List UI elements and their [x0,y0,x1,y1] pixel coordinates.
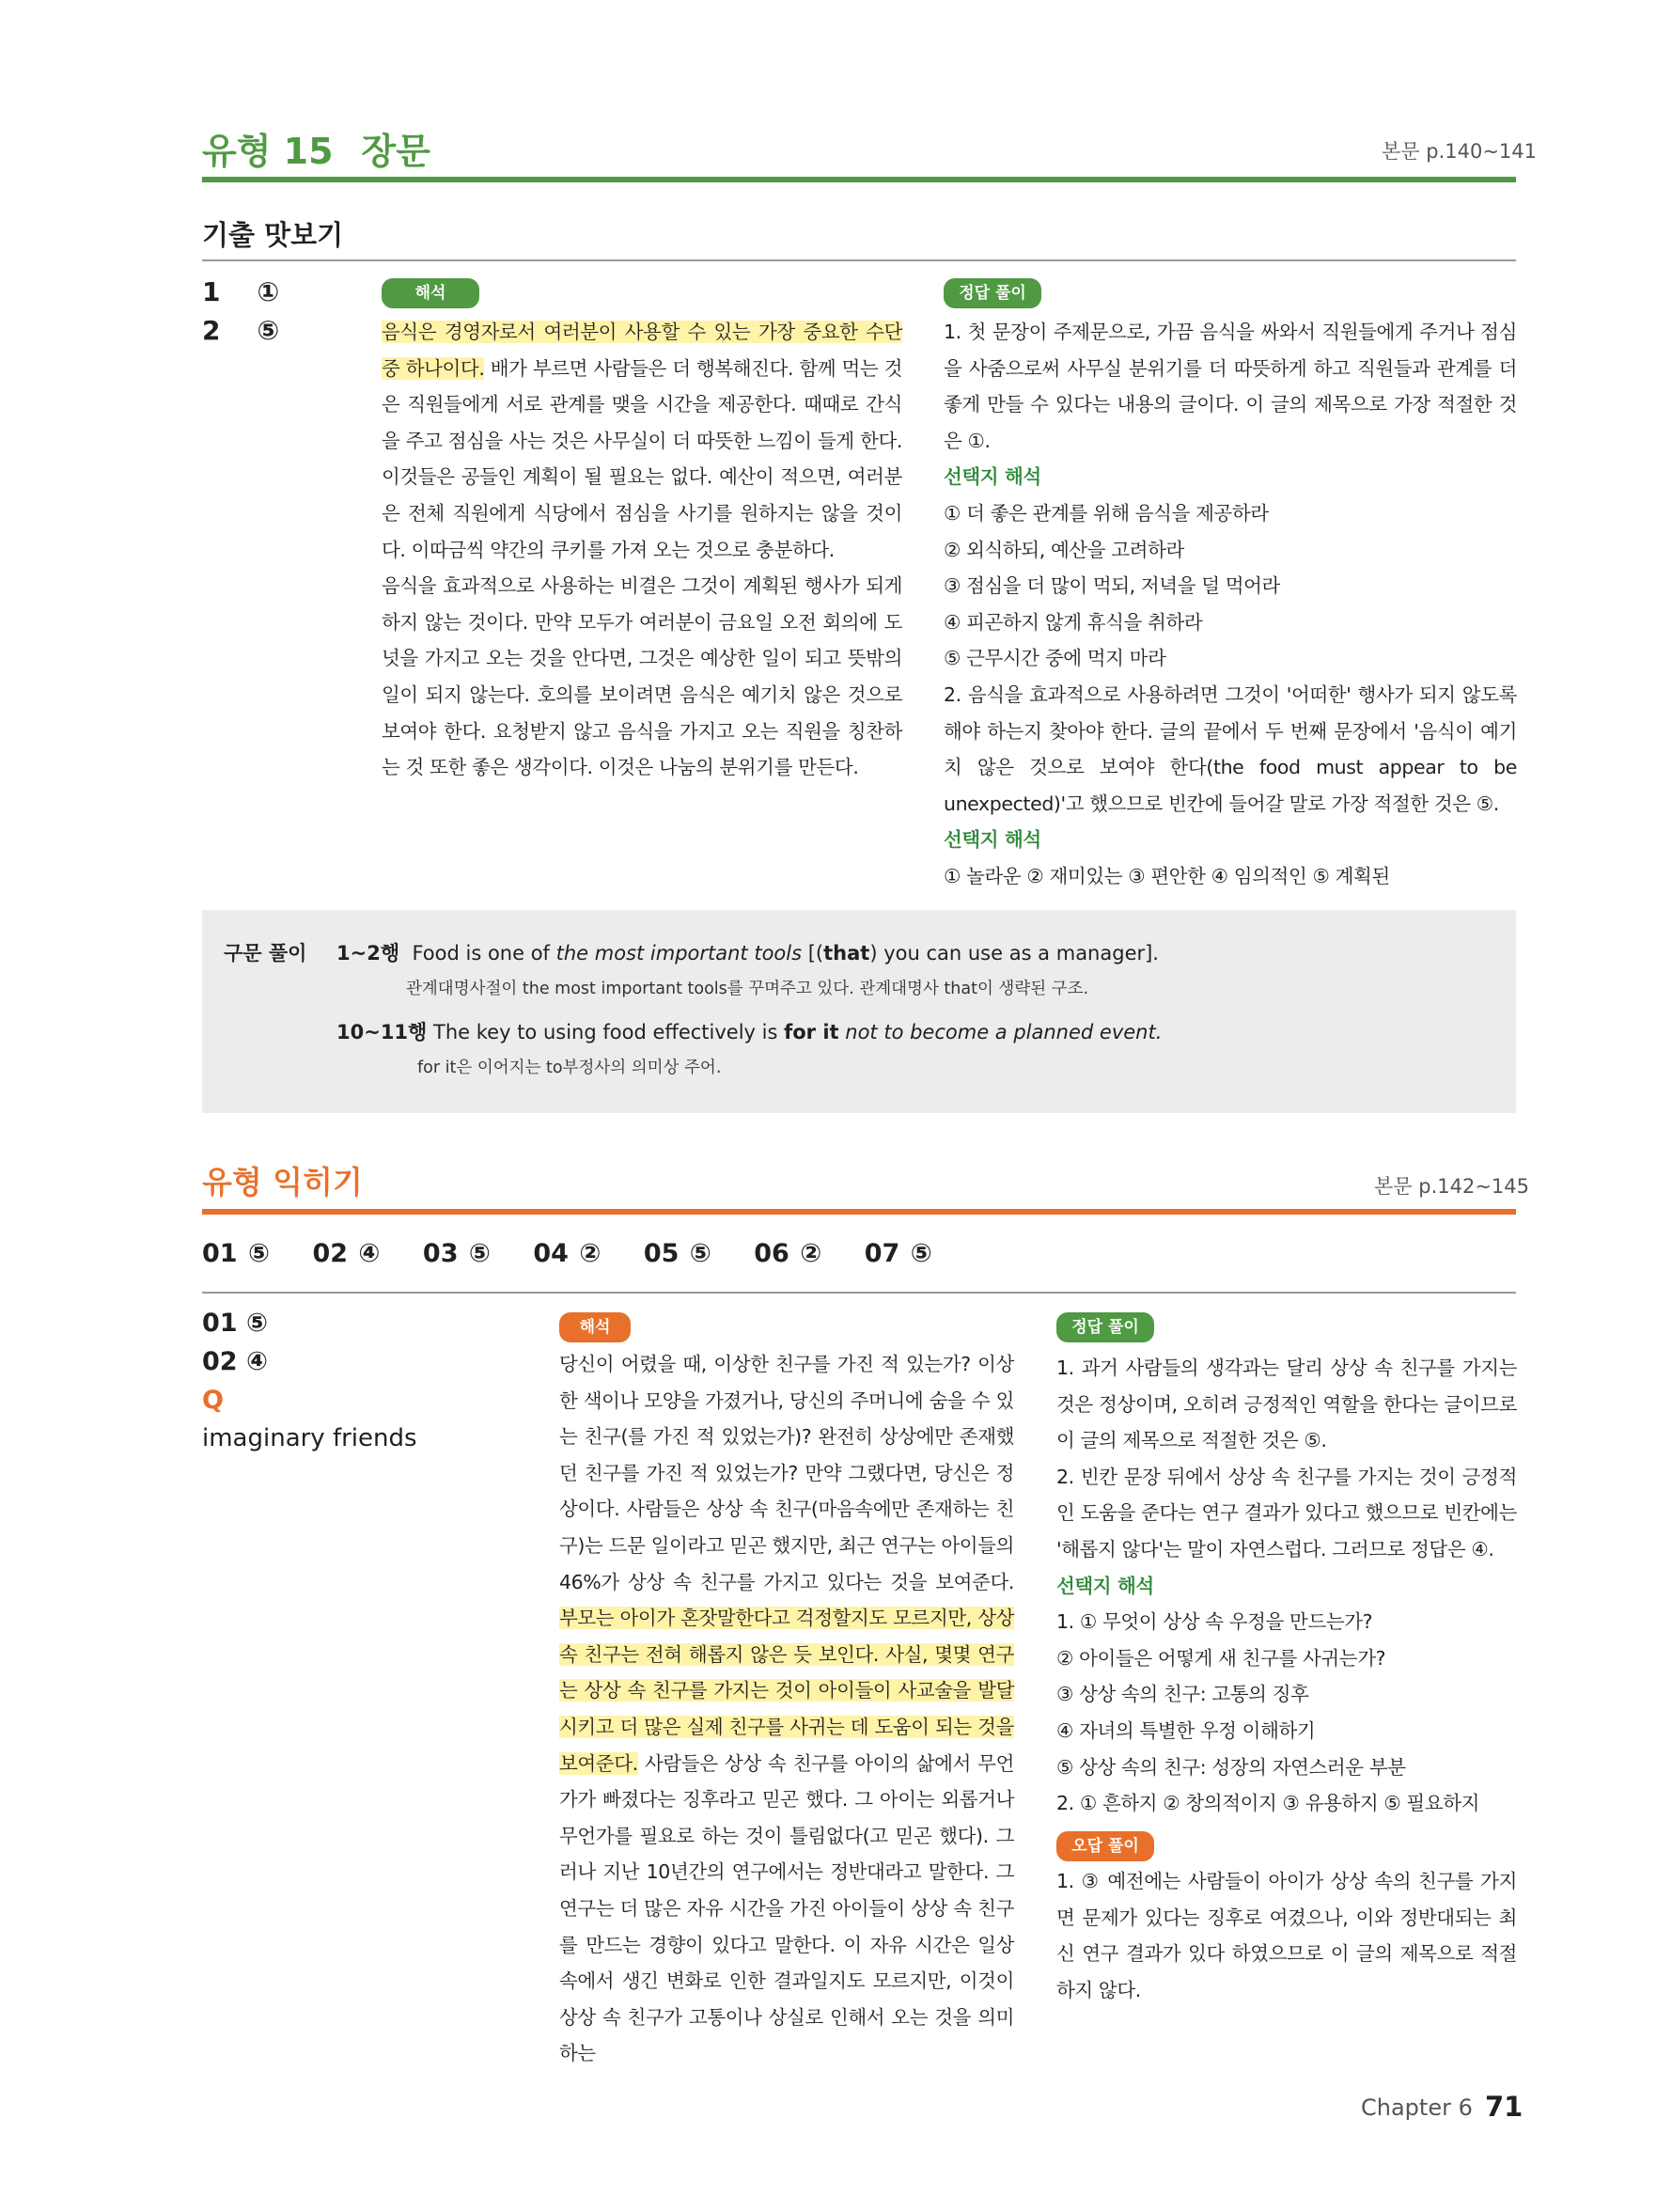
section-divider [202,177,1516,182]
q-label: Q [202,1386,224,1415]
answer-mark: ① [257,276,280,307]
translation-badge-2: 해석 [559,1312,631,1342]
translation-rest: 배가 부르면 사람들은 더 행복해진다. 함께 먹는 것은 직원들에게 서로 관계를 맺을 시간을 제공한다. 때때로 간식을 주고 점심을 사는 것은 사무실이 더 따뜻한 느낌이 들게 한다. 이것들은 공들인 계획이 될 필요는 없다. 예산이 적으면, 여러분은 전체 직원에게 식당에서 점심을 사기를 원하지는 않을 것이다. 이따금씩 약간의 쿠키를 가져 오는 것으로 충분하다. [382,356,903,561]
choice-item: 1. ① 무엇이 상상 속 우정을 만드는가? [1056,1610,1373,1634]
answer-item: 06 ② [754,1239,822,1268]
section-title [202,122,430,174]
choice-item: ④ 자녀의 특별한 우정 이해하기 [1056,1718,1316,1742]
answer-2 [202,315,279,346]
highlighted-sentence: 음식은 경영자로서 여러분이 사용할 수 있는 가장 중요한 수단 중 하나이다. [382,321,902,380]
answer-row-divider [202,1292,1516,1294]
text-seg: the most important tools [555,942,803,965]
answer-mark: ⑤ [257,315,280,346]
choice-heading: 선택지 해석 [1056,1574,1154,1597]
choice-item: ① 놀라운 ② 재미있는 ③ 편안한 ④ 임의적인 ⑤ 계획된 [944,864,1390,887]
answer-02: 02 ④ [202,1347,268,1376]
translation-part-b: 사람들은 상상 속 친구를 아이의 삶에서 무언가가 빠졌다는 징후라고 믿곤 했다. 그 아이는 외롭거나 무언가를 필요로 하는 것이 틀림없다(고 믿곤 했다). 그러나 지난 10년간의 연구에서는 정반대라고 말한다. 그 연구는 더 많은 자유 시간을 가진 아이들이 상상 속 친구를 만드는 경향이 있다고 말한다. 이 자유 시간은 일상 속에서 생긴 변화로 인한 결과일지도 모르지만, 이것이 상상 속 친구가 고통이나 상실로 인해서 오는 것을 의미하는 [559,1751,1014,2065]
page-reference-2: 본문 p.142~145 [1374,1175,1530,1198]
line-ref: 10~11행 [336,1021,428,1043]
choice-item: ⑤ 상상 속의 친구: 성장의 자연스러운 부분 [1056,1755,1406,1779]
text-seg: Food is one of [412,942,556,965]
text-seg: that [823,942,870,965]
solution-text-2 [1056,1350,1517,1822]
highlighted-sentence: 부모는 아이가 혼잣말한다고 걱정할지도 모르지만, 상상 속 친구는 전혀 해롭지 않은 듯 보인다. 사실, 몇몇 연구는 상상 속 친구를 가지는 것이 아이들이 사교술을 발달시키고 더 많은 실제 친구를 사귀는 데 도움이 되는 것을 보여준다. [559,1607,1014,1775]
choice-item: ⑤ 근무시간 중에 먹지 마라 [944,647,1166,670]
section-type-name: 장문 [361,131,430,172]
solution-badge: 정답 풀이 [944,278,1041,308]
translation-part-a: 당신이 어렸을 때, 이상한 친구를 가진 적 있는가? 이상한 색이나 모양을 가졌거나, 당신의 주머니에 숨을 수 있는 친구(를 가진 적 있었는가)? 완전히 상상에만 존재했던 친구를 가진 적 있었는가? 만약 그랬다면, 당신은 정상이다. 사람들은 상상 속 친구(마음속에만 존재하는 친구)는 드문 일이라고 믿곤 했지만, 최근 연구는 아이들의 46%가 상상 속 친구를 가지고 있다는 것을 보여준다. [559,1353,1014,1593]
answer-item: 04 ② [533,1239,602,1268]
page-reference: 본문 p.140~141 [1382,140,1538,163]
subhead-divider [202,259,1516,261]
wrong-answer-1: 1. ③ 예전에는 사람들이 아이가 상상 속의 친구를 가지면 문제가 있다는 징후로 여겼으나, 이와 정반대되는 최신 연구 결과가 있다 하였으므로 이 글의 제목으로 적절하지 않다. [1056,1870,1517,2001]
q-answer: imaginary friends [202,1424,417,1452]
answer-item: 01 ⑤ [202,1239,270,1268]
translation-text [382,314,902,786]
answer-item: 02 ④ [312,1239,381,1268]
text-seg: The key to using food effectively is [433,1021,785,1043]
choice-item: 2. ① 흔하지 ② 창의적이지 ③ 유용하지 ⑤ 필요하지 [1056,1792,1480,1815]
translation-para2: 음식을 효과적으로 사용하는 비결은 그것이 계획된 행사가 되게 하지 않는 것이다. 만약 모두가 여러분이 금요일 오전 회의에 도넛을 가지고 오는 것을 안다면, 그것은 예상한 일이 되고 뜻밖의 일이 되지 않는다. 호의를 보이려면 음식은 예기치 않은 것으로 보여야 한다. 요청받지 않고 음식을 가지고 오는 직원을 칭찬하는 것 또한 좋은 생각이다. 이것은 나눔의 분위기를 만든다. [382,574,902,779]
translation-text-2 [559,1346,1014,2072]
choice-item: ③ 점심을 더 많이 먹되, 저녁을 덜 먹어라 [944,574,1280,598]
text-seg: for it [784,1021,839,1043]
solution-1: 1. 첫 문장이 주제문으로, 가끔 음식을 싸와서 직원들에게 주거나 점심을 사줌으로써 사무실 분위기를 더 따뜻하게 하고 직원들과 관계를 더 좋게 만들 수 있다는 내용의 글이다. 이 글의 제목으로 가장 적절한 것은 ①. [944,321,1517,452]
grammar-item-2 [336,1017,1162,1045]
solution-2: 2. 음식을 효과적으로 사용하려면 그것이 '어떠한' 행사가 되지 않도록 해야 하는지 찾아야 한다. 글의 끝에서 두 번째 문장에서 '음식이 예기치 않은 것으로 보여야 한다(the food must appear to be unexpected)'고 했으므로 빈칸에 들어갈 말로 가장 적절한 것은 ⑤. [944,682,1517,815]
grammar-note-1: 관계대명사절이 the most important tools를 꾸며주고 있다. 관계대명사 that이 생략된 구조. [406,980,1089,998]
footer-chapter: Chapter 6 [1361,2094,1473,2121]
choice-item: ③ 상상 속의 친구: 고통의 징후 [1056,1683,1309,1706]
wrong-answer-text [1056,1863,1517,2008]
solution-1: 1. 과거 사람들의 생각과는 달리 상상 속 친구를 가지는 것은 정상이며, 오히려 긍정적인 역할을 한다는 글이므로 이 글의 제목으로 적절한 것은 ⑤. [1056,1357,1517,1452]
choice-heading: 선택지 해석 [944,465,1041,489]
subhead-preview: 기출 맛보기 [202,219,344,251]
solution-badge-2: 정답 풀이 [1056,1312,1154,1342]
text-seg: ) you can use as a manager]. [869,942,1159,965]
translation-badge: 해석 [382,278,479,308]
section2-divider [202,1209,1516,1215]
text-seg: not to become a planned event. [845,1021,1163,1043]
answer-row [202,1239,932,1268]
choice-item: ② 외식하되, 예산을 고려하라 [944,538,1184,561]
wrong-answer-badge: 오답 풀이 [1056,1831,1154,1861]
answer-item: 03 ⑤ [422,1239,491,1268]
choice-item: ② 아이들은 어떻게 새 친구를 사귀는가? [1056,1646,1386,1670]
solution-text [944,314,1517,895]
text-seg: [( [802,942,824,965]
answer-num: 2 [202,315,221,346]
answer-1 [202,276,279,307]
choice-item: ④ 피곤하지 않게 휴식을 취하라 [944,610,1203,634]
solution-2: 2. 빈칸 문장 뒤에서 상상 속 친구를 가지는 것이 긍정적인 도움을 준다는 연구 결과가 있다고 했으므로 빈칸에는 '해롭지 않다'는 말이 자연스럽다. 그러므로 정답은 ④. [1056,1465,1517,1561]
footer-page-number: 71 [1485,2091,1524,2123]
section2-title: 유형 익히기 [202,1164,363,1200]
answer-item: 05 ⑤ [643,1239,711,1268]
choice-heading: 선택지 해석 [944,828,1041,852]
line-ref: 1~2행 [336,942,400,965]
answer-item: 07 ⑤ [864,1239,932,1268]
choice-item: ① 더 좋은 관계를 위해 음식을 제공하라 [944,501,1269,525]
answer-01: 01 ⑤ [202,1309,268,1338]
section-type-label: 유형 15 [202,131,334,172]
grammar-label: 구문 풀이 [224,942,307,965]
grammar-item-1 [336,938,1159,966]
answer-num: 1 [202,276,221,307]
grammar-note-2: for it은 이어지는 to부정사의 의미상 주어. [417,1059,722,1077]
